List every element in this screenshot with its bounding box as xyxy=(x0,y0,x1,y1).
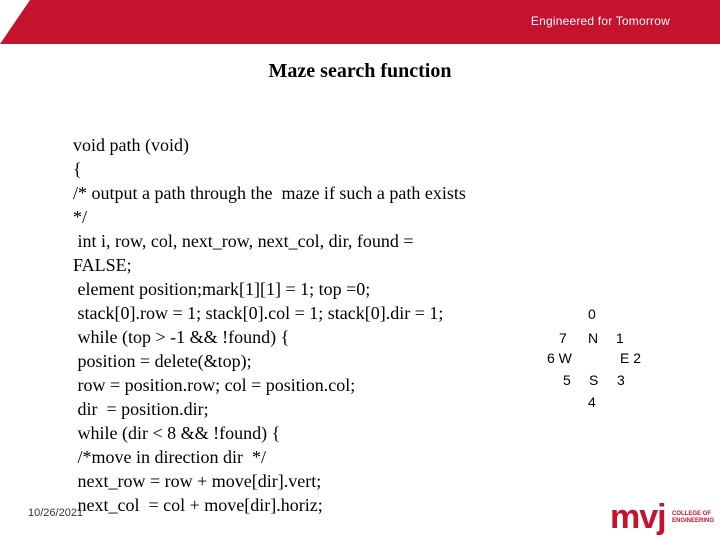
compass-label-west: 6 W xyxy=(547,350,572,366)
header-notch xyxy=(0,0,30,44)
compass-label-east: E 2 xyxy=(620,350,642,366)
compass-label-north: N xyxy=(588,330,599,346)
college-logo xyxy=(610,498,720,540)
header-tagline: Engineered for Tomorrow xyxy=(530,14,670,28)
code-line: { xyxy=(73,159,82,179)
compass-label-5: 5 xyxy=(563,372,571,388)
compass-label-4: 4 xyxy=(588,394,596,410)
code-line: while (dir < 8 && !found) { xyxy=(73,423,281,443)
logo-mark: mvj xyxy=(610,498,666,536)
logo-sub-line1: COLLEGE OF xyxy=(672,511,711,517)
code-line: FALSE; xyxy=(73,255,132,275)
code-line: int i, row, col, next_row, next_col, dir, found = xyxy=(73,231,414,251)
code-line: dir = position.dir; xyxy=(73,399,209,419)
compass-label-3: 3 xyxy=(617,372,625,388)
compass-label-0: 0 xyxy=(588,306,596,322)
code-line: /*move in direction dir */ xyxy=(73,447,266,467)
code-line: next_row = row + move[dir].vert; xyxy=(73,471,322,491)
code-line: position = delete(&top); xyxy=(73,351,252,371)
logo-sub-line2: ENGINEERING xyxy=(672,518,715,524)
compass-label-7: 7 xyxy=(559,330,567,346)
code-block xyxy=(73,133,543,517)
footer-date: 10/26/2021 xyxy=(28,507,84,519)
code-line: stack[0].row = 1; stack[0].col = 1; stack[0].dir = 1; xyxy=(73,303,444,323)
slide-title: Maze search function xyxy=(268,60,452,82)
code-line: element position;mark[1][1] = 1; top =0; xyxy=(73,279,371,299)
code-line: /* output a path through the maze if such a path exists xyxy=(73,183,466,203)
code-line: next_col = col + move[dir].horiz; xyxy=(73,495,323,515)
code-line: row = position.row; col = position.col; xyxy=(73,375,356,395)
code-line: */ xyxy=(73,207,88,227)
compass-label-south: S xyxy=(589,372,599,388)
code-line: void path (void) xyxy=(73,135,189,155)
code-line: while (top > -1 && !found) { xyxy=(73,327,290,347)
compass-label-1: 1 xyxy=(616,330,624,346)
